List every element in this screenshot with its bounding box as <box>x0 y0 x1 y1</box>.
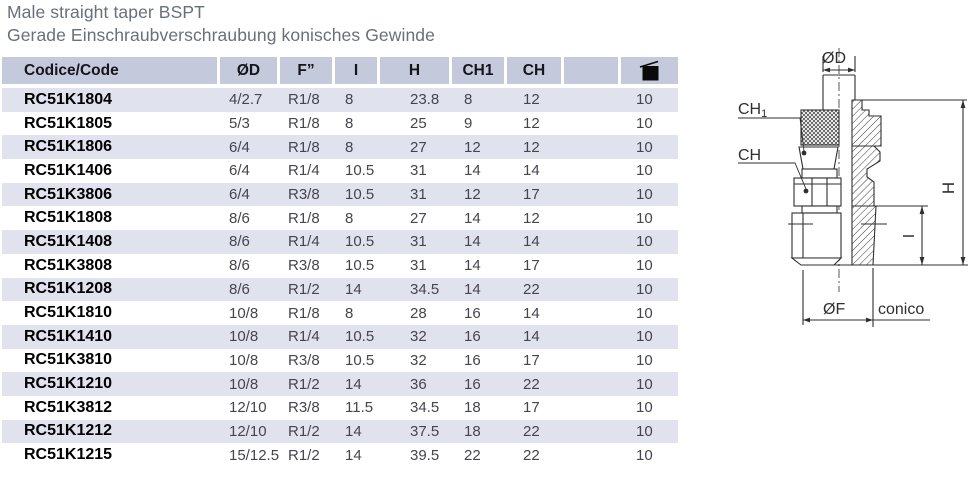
value-cell <box>561 135 618 159</box>
value-cell: 10 <box>636 399 653 417</box>
value-cell: 34.5 <box>410 399 440 417</box>
value-cell: 10/8 <box>229 304 259 322</box>
value-cell <box>561 159 618 183</box>
value-cell: 17 <box>523 351 540 369</box>
value-cell <box>561 88 618 112</box>
value-cell: 10/8 <box>217 372 277 396</box>
value-cell: 10 <box>636 304 653 322</box>
value-cell: 10.5 <box>345 351 375 369</box>
value-cell: 11.5 <box>345 399 374 417</box>
table-row <box>2 278 678 302</box>
code-cell: RC51K1808 <box>24 209 113 227</box>
value-cell: 22 <box>464 446 481 464</box>
value-cell: 14 <box>332 372 377 396</box>
value-cell: R1/2 <box>277 372 332 396</box>
table-body <box>2 88 678 467</box>
table-row <box>2 301 678 325</box>
value-cell: 10 <box>618 183 678 207</box>
value-cell: 15/12.5 <box>229 446 280 464</box>
value-cell: 14 <box>449 230 504 254</box>
code-cell: RC51K1208 <box>2 278 217 302</box>
column-header-ch1: CH1 <box>449 57 504 88</box>
value-cell: 10.5 <box>345 162 375 180</box>
value-cell: 9 <box>464 115 473 133</box>
value-cell: 16 <box>464 351 481 369</box>
value-cell: 32 <box>377 325 449 349</box>
code-cell: RC51K1210 <box>2 372 217 396</box>
code-cell: RC51K1406 <box>24 161 113 179</box>
value-cell: 17 <box>523 257 540 275</box>
value-cell: 6/4 <box>217 183 277 207</box>
value-cell: 14 <box>523 304 540 322</box>
value-cell: 22 <box>504 372 561 396</box>
value-cell: 10/8 <box>229 351 259 369</box>
column-header-i: I <box>332 57 377 88</box>
code-cell: RC51K1805 <box>24 114 113 132</box>
value-cell: 6/4 <box>217 135 277 159</box>
value-cell: 10.5 <box>332 325 377 349</box>
value-cell: 10/8 <box>217 325 277 349</box>
value-cell: 10 <box>618 325 678 349</box>
value-cell: 8/6 <box>217 278 277 302</box>
value-cell <box>561 372 618 396</box>
value-cell: 14 <box>449 278 504 302</box>
table-row <box>2 88 678 112</box>
value-cell: 12 <box>449 135 504 159</box>
value-cell: 22 <box>504 278 561 302</box>
value-cell: 31 <box>377 183 449 207</box>
value-cell: 12 <box>523 115 540 133</box>
value-cell: 12/10 <box>229 399 267 417</box>
dim-label-i: I <box>901 233 918 239</box>
value-cell: 8 <box>449 88 504 112</box>
value-cell <box>561 396 618 420</box>
value-cell: 32 <box>410 351 427 369</box>
value-cell <box>561 230 618 254</box>
value-cell: 37.5 <box>377 420 449 444</box>
value-cell: 31 <box>410 162 427 180</box>
value-cell: 10 <box>636 115 653 133</box>
value-cell: R1/8 <box>288 304 320 322</box>
column-header-package <box>618 57 678 88</box>
value-cell <box>561 206 618 230</box>
value-cell: 10.5 <box>332 183 377 207</box>
value-cell: 8/6 <box>229 209 250 227</box>
value-cell: 8/6 <box>217 230 277 254</box>
value-cell <box>561 254 618 278</box>
code-cell: RC51K3806 <box>2 183 217 207</box>
page-title: Male straight taper BSPT <box>7 2 205 22</box>
value-cell: 31 <box>410 257 427 275</box>
code-cell: RC51K1810 <box>24 304 113 322</box>
table-row <box>2 372 678 396</box>
code-cell: RC51K1806 <box>2 135 217 159</box>
technical-drawing <box>700 35 977 345</box>
value-cell: 12 <box>523 209 540 227</box>
value-cell: 14 <box>345 446 362 464</box>
column-header-f: F” <box>277 57 332 88</box>
value-cell: R1/8 <box>288 209 320 227</box>
value-cell: R1/4 <box>288 162 320 180</box>
value-cell: 12/10 <box>217 420 277 444</box>
value-cell: 22 <box>504 420 561 444</box>
value-cell: 14 <box>332 278 377 302</box>
table-row <box>2 159 678 183</box>
value-cell: R1/8 <box>288 115 320 133</box>
value-cell <box>561 420 618 444</box>
value-cell: 10 <box>618 278 678 302</box>
column-header-code: Codice/Code <box>2 57 217 88</box>
value-cell: 8/6 <box>229 257 250 275</box>
code-cell: RC51K3810 <box>24 351 113 369</box>
value-cell: 27 <box>377 135 449 159</box>
value-cell: 22 <box>523 446 540 464</box>
value-cell: 10 <box>636 351 653 369</box>
table-header-row <box>2 57 678 88</box>
table-row <box>2 254 678 278</box>
value-cell: 18 <box>449 420 504 444</box>
value-cell: 16 <box>449 372 504 396</box>
value-cell: 10 <box>636 162 653 180</box>
value-cell: 10 <box>618 135 678 159</box>
code-cell: RC51K3812 <box>24 398 113 416</box>
table-row <box>2 135 678 159</box>
value-cell: 4/2.7 <box>217 88 277 112</box>
value-cell: R1/4 <box>277 230 332 254</box>
column-header-spare <box>561 57 618 88</box>
value-cell: 17 <box>523 399 540 417</box>
value-cell <box>561 443 618 467</box>
value-cell: 14 <box>504 230 561 254</box>
table-row <box>2 349 678 373</box>
value-cell <box>561 112 618 136</box>
value-cell: 5/3 <box>229 115 250 133</box>
table-row <box>2 183 678 207</box>
dim-label-conico: conico <box>878 301 925 318</box>
column-header-ch: CH <box>504 57 561 88</box>
value-cell: 10.5 <box>332 230 377 254</box>
value-cell: R3/8 <box>277 183 332 207</box>
value-cell: 27 <box>410 209 427 227</box>
value-cell <box>561 301 618 325</box>
value-cell: 10 <box>618 88 678 112</box>
value-cell: 8 <box>345 304 354 322</box>
value-cell: R1/8 <box>277 88 332 112</box>
value-cell: 10.5 <box>345 257 375 275</box>
code-cell: RC51K1212 <box>2 420 217 444</box>
dim-label-od: ØD <box>822 50 846 67</box>
value-cell: 14 <box>464 162 481 180</box>
value-cell: R3/8 <box>288 257 320 275</box>
code-cell: RC51K1804 <box>2 88 217 112</box>
column-header-od: ØD <box>217 57 277 88</box>
table-row <box>2 325 678 349</box>
value-cell <box>561 325 618 349</box>
value-cell <box>561 349 618 373</box>
value-cell: R1/2 <box>277 278 332 302</box>
value-cell: 12 <box>449 183 504 207</box>
value-cell <box>561 278 618 302</box>
value-cell: 23.8 <box>377 88 449 112</box>
value-cell: R3/8 <box>288 351 320 369</box>
value-cell: 8 <box>345 209 354 227</box>
value-cell: 8 <box>332 88 377 112</box>
value-cell: 16 <box>449 325 504 349</box>
value-cell: R1/2 <box>277 420 332 444</box>
value-cell: R3/8 <box>288 399 320 417</box>
value-cell: 39.5 <box>410 446 440 464</box>
value-cell: 10 <box>618 372 678 396</box>
value-cell: 14 <box>504 325 561 349</box>
value-cell: 14 <box>332 420 377 444</box>
value-cell: 10 <box>636 446 653 464</box>
value-cell: 18 <box>464 399 481 417</box>
value-cell: 14 <box>523 162 540 180</box>
table-row <box>2 396 678 420</box>
value-cell: 12 <box>504 135 561 159</box>
table-row <box>2 420 678 444</box>
code-cell: RC51K1215 <box>24 446 113 464</box>
code-cell: RC51K1408 <box>2 230 217 254</box>
fittings-table <box>2 57 678 467</box>
dim-label-h: H <box>939 181 958 195</box>
value-cell: 14 <box>464 257 481 275</box>
table-row <box>2 230 678 254</box>
value-cell: 10 <box>618 230 678 254</box>
value-cell: R1/4 <box>277 325 332 349</box>
table-row <box>2 112 678 136</box>
page-subtitle: Gerade Einschraubverschraubung konisches Gewinde <box>7 25 435 45</box>
dim-label-ch1: CH1 <box>738 101 768 120</box>
value-cell <box>561 183 618 207</box>
value-cell: 34.5 <box>377 278 449 302</box>
value-cell: 10 <box>636 209 653 227</box>
value-cell: R1/8 <box>277 135 332 159</box>
value-cell: 36 <box>377 372 449 396</box>
value-cell: 10 <box>618 420 678 444</box>
value-cell: 31 <box>377 230 449 254</box>
page-header <box>7 1 435 47</box>
table-row <box>2 206 678 230</box>
value-cell: 8 <box>345 115 354 133</box>
table-row <box>2 443 678 467</box>
value-cell: 17 <box>504 183 561 207</box>
value-cell: R1/2 <box>288 446 320 464</box>
value-cell: 8 <box>332 135 377 159</box>
code-cell: RC51K1410 <box>2 325 217 349</box>
value-cell: 10 <box>636 257 653 275</box>
code-cell: RC51K3808 <box>24 256 113 274</box>
dim-label-of: ØF <box>823 301 846 318</box>
dim-label-ch: CH <box>738 147 762 164</box>
value-cell: 6/4 <box>229 162 250 180</box>
value-cell: 25 <box>410 115 427 133</box>
value-cell: 12 <box>504 88 561 112</box>
column-header-h: H <box>377 57 449 88</box>
value-cell: 28 <box>410 304 427 322</box>
value-cell: 16 <box>464 304 481 322</box>
package-icon <box>637 58 662 83</box>
value-cell: 14 <box>464 209 481 227</box>
